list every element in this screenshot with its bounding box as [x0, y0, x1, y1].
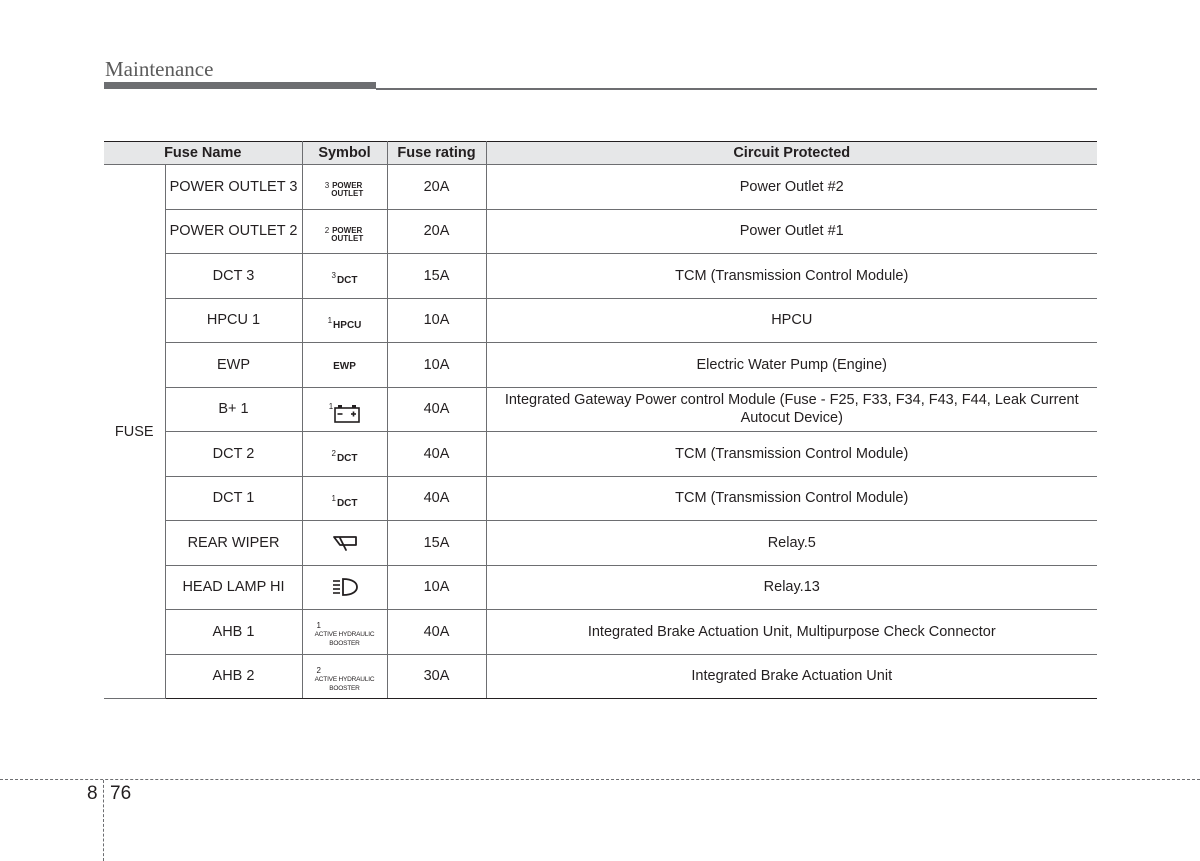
- circuit-protected: Integrated Gateway Power control Module (Fuse - F25, F33, F34, F43, F44, Leak Current Autocut Device): [486, 387, 1097, 432]
- symbol-text: HPCU: [333, 319, 362, 331]
- symbol-number: 3: [324, 181, 330, 191]
- header-fuse-name: Fuse Name: [104, 142, 302, 165]
- fuse-rating: 10A: [387, 343, 486, 388]
- fuse-group-label: FUSE: [104, 165, 165, 699]
- table-row: [104, 476, 1097, 521]
- fuse-symbol: [302, 432, 387, 477]
- footer-divider: [0, 779, 1200, 780]
- fuse-name: AHB 1: [165, 610, 302, 655]
- symbol-text: ACTIVE HYDRAULIC BOOSTER: [314, 631, 375, 648]
- fuse-symbol: [302, 343, 387, 388]
- fuse-name: AHB 2: [165, 654, 302, 699]
- table-row: [104, 343, 1097, 388]
- circuit-protected: Power Outlet #1: [486, 209, 1097, 254]
- symbol-number: 1: [327, 315, 333, 325]
- fuse-rating: 40A: [387, 610, 486, 655]
- table-row: [104, 521, 1097, 566]
- table-row: [104, 254, 1097, 299]
- fuse-symbol: [302, 565, 387, 610]
- symbol-text: ACTIVE HYDRAULIC BOOSTER: [314, 675, 375, 692]
- circuit-protected: TCM (Transmission Control Module): [486, 476, 1097, 521]
- circuit-protected: Integrated Brake Actuation Unit, Multipurpose Check Connector: [486, 610, 1097, 655]
- fuse-symbol: [302, 610, 387, 655]
- symbol-number: 2: [324, 225, 330, 235]
- table-row: [104, 298, 1097, 343]
- fuse-name: EWP: [165, 343, 302, 388]
- battery-icon: [334, 403, 360, 423]
- fuse-rating: 40A: [387, 387, 486, 432]
- symbol-text: EWP: [333, 360, 356, 372]
- fuse-rating: 20A: [387, 209, 486, 254]
- symbol-text: POWER OUTLET: [331, 181, 364, 199]
- footer-vertical-divider: [103, 780, 104, 861]
- circuit-protected: Relay.13: [486, 565, 1097, 610]
- chapter-number: 8: [87, 783, 98, 804]
- header-rule-thin: [376, 88, 1097, 90]
- symbol-number: 1: [328, 401, 334, 411]
- fuse-name: POWER OUTLET 2: [165, 209, 302, 254]
- table-row: [104, 654, 1097, 699]
- section-title: Maintenance: [105, 57, 214, 81]
- fuse-name: B+ 1: [165, 387, 302, 432]
- table-row: [104, 387, 1097, 432]
- symbol-number: 2: [316, 665, 321, 675]
- circuit-protected: TCM (Transmission Control Module): [486, 254, 1097, 299]
- fuse-symbol: [302, 165, 387, 210]
- symbol-text: DCT: [336, 497, 358, 509]
- fuse-name: REAR WIPER: [165, 521, 302, 566]
- header-circuit-protected: Circuit Protected: [486, 142, 1097, 165]
- fuse-rating: 10A: [387, 565, 486, 610]
- fuse-name: DCT 2: [165, 432, 302, 477]
- fuse-symbol: [302, 387, 387, 432]
- fuse-symbol: [302, 298, 387, 343]
- header-rule-thick: [104, 82, 376, 89]
- header-symbol: Symbol: [302, 142, 387, 165]
- table-row: [104, 209, 1097, 254]
- fuse-symbol: [302, 521, 387, 566]
- fuse-rating: 30A: [387, 654, 486, 699]
- symbol-number: 2: [331, 449, 336, 459]
- fuse-rating: 10A: [387, 298, 486, 343]
- fuse-name: POWER OUTLET 3: [165, 165, 302, 210]
- symbol-number: 3: [331, 271, 336, 281]
- fuse-table: [104, 141, 1097, 699]
- table-row: [104, 610, 1097, 655]
- fuse-symbol: [302, 476, 387, 521]
- symbol-text: DCT: [336, 453, 358, 465]
- symbol-number: 1: [331, 493, 336, 503]
- fuse-rating: 15A: [387, 521, 486, 566]
- fuse-name: HEAD LAMP HI: [165, 565, 302, 610]
- table-row: [104, 565, 1097, 610]
- circuit-protected: Power Outlet #2: [486, 165, 1097, 210]
- fuse-rating: 20A: [387, 165, 486, 210]
- table-header-row: [104, 142, 1097, 165]
- symbol-number: 1: [316, 621, 321, 631]
- table-row: [104, 432, 1097, 477]
- fuse-name: DCT 3: [165, 254, 302, 299]
- header-fuse-rating: Fuse rating: [387, 142, 486, 165]
- table-row: [104, 165, 1097, 210]
- fuse-symbol: [302, 654, 387, 699]
- high-beam-icon: [331, 577, 359, 597]
- fuse-rating: 15A: [387, 254, 486, 299]
- page-number: 76: [110, 783, 132, 804]
- fuse-rating: 40A: [387, 432, 486, 477]
- fuse-symbol: [302, 254, 387, 299]
- fuse-name: DCT 1: [165, 476, 302, 521]
- symbol-text: POWER OUTLET: [331, 225, 364, 243]
- fuse-rating: 40A: [387, 476, 486, 521]
- circuit-protected: TCM (Transmission Control Module): [486, 432, 1097, 477]
- symbol-text: DCT: [336, 275, 358, 287]
- fuse-symbol: [302, 209, 387, 254]
- circuit-protected: Relay.5: [486, 521, 1097, 566]
- circuit-protected: Electric Water Pump (Engine): [486, 343, 1097, 388]
- fuse-name: HPCU 1: [165, 298, 302, 343]
- circuit-protected: HPCU: [486, 298, 1097, 343]
- rear-wiper-icon: [332, 534, 358, 552]
- circuit-protected: Integrated Brake Actuation Unit: [486, 654, 1097, 699]
